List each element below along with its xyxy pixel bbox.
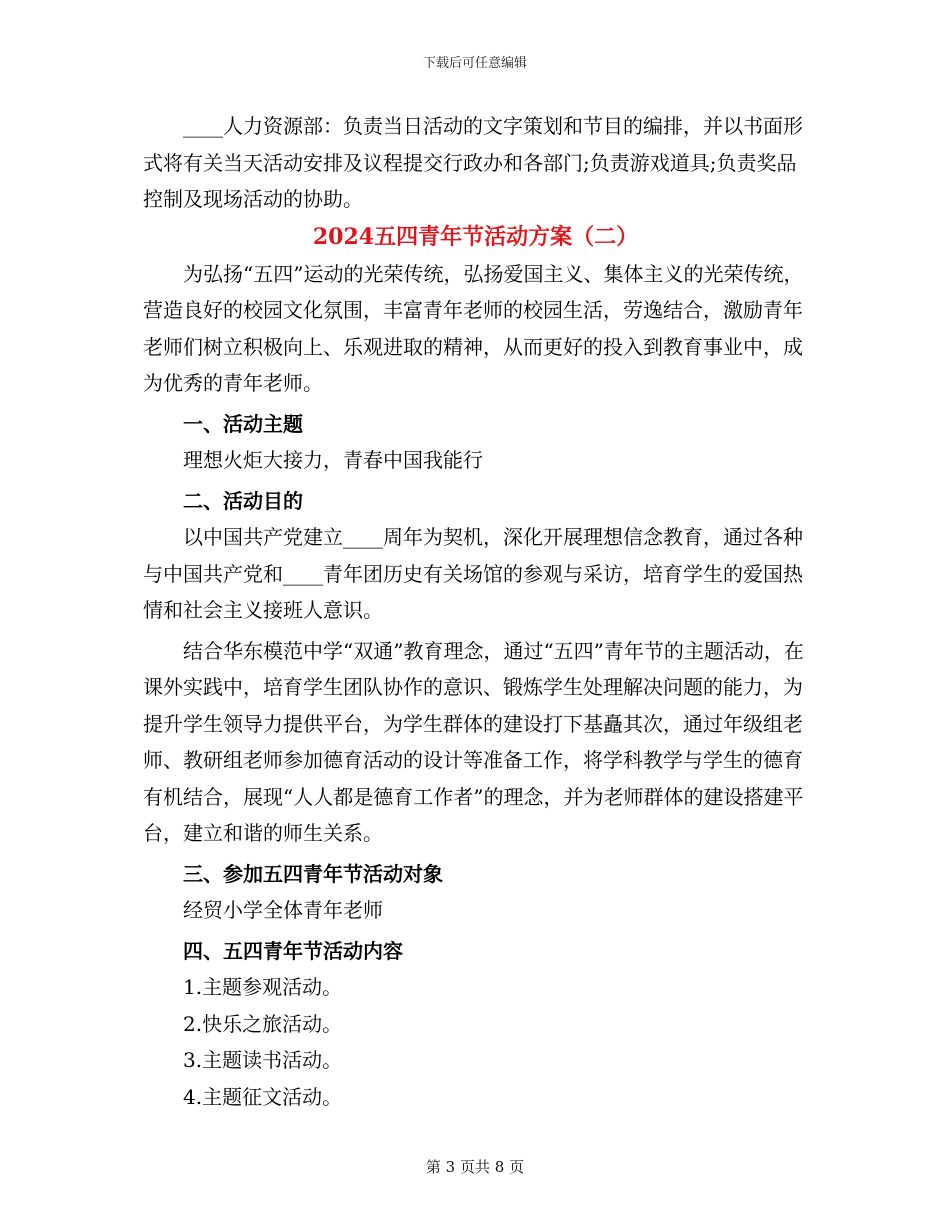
- list-item: 3.主题读书活动。: [183, 1048, 343, 1072]
- section-heading-participants: 三、参加五四青年节活动对象: [183, 861, 443, 886]
- list-item: 4.主题征文活动。: [183, 1084, 343, 1109]
- list-item: 2.快乐之旅活动。: [183, 1011, 343, 1036]
- section-paragraph-goal-a: 以中国共产党建立____周年为契机，深化开展理想信念教育，通过各种与中国共产党和____青年团历史有关场馆的参观与采访，培育学生的爱国热情和社会主义接班人意识。: [143, 525, 803, 622]
- document-body: [143, 108, 808, 1115]
- page-footer: 第 3 页共 8 页: [425, 1158, 525, 1176]
- list-item: 1.主题参观活动。: [183, 975, 343, 999]
- section-paragraph-goal-b: 结合华东模范中学“双通”教育理念，通过“五四”青年节的主题活动，在课外实践中，培育学生团队协作的意识、锻炼学生处理解决问题的能力，为提升学生领导力提供平台，为学生群体的建设打下基矗其次，通过年级组老师、教研组老师参加德育活动的设计等准备工作，将学科教学与学生的德育有机结合，展现“人人都是德育工作者”的理念，并为老师群体的建设搭建平台，建立和谐的师生关系。: [143, 638, 804, 845]
- section-heading-goal: 二、活动目的: [183, 488, 303, 513]
- section-heading-theme: 一、活动主题: [183, 411, 303, 436]
- document-title: 2024五四青年节活动方案（二）: [312, 223, 639, 250]
- section-text-theme: 理想火炬大接力，青春中国我能行: [183, 448, 483, 472]
- page-header: 下载后可任意编辑: [422, 56, 527, 71]
- section-heading-content: 四、五四青年节活动内容: [183, 938, 403, 963]
- paragraph-purpose: 为弘扬“五四”运动的光荣传统，弘扬爱国主义、集体主义的光荣传统，营造良好的校园文化氛围，丰富青年老师的校园生活，劳逸结合，激励青年老师们树立积极向上、乐观进取的精神，从而更好的投入到教育事业中，成为优秀的青年老师。: [143, 261, 804, 395]
- intro-paragraph: ____人力资源部：负责当日活动的文字策划和节目的编排，并以书面形式将有关当天活动安排及议程提交行政办和各部门;负责游戏道具;负责奖品控制及现场活动的协助。: [143, 114, 803, 211]
- section-text-participants: 经贸小学全体青年老师: [183, 898, 383, 922]
